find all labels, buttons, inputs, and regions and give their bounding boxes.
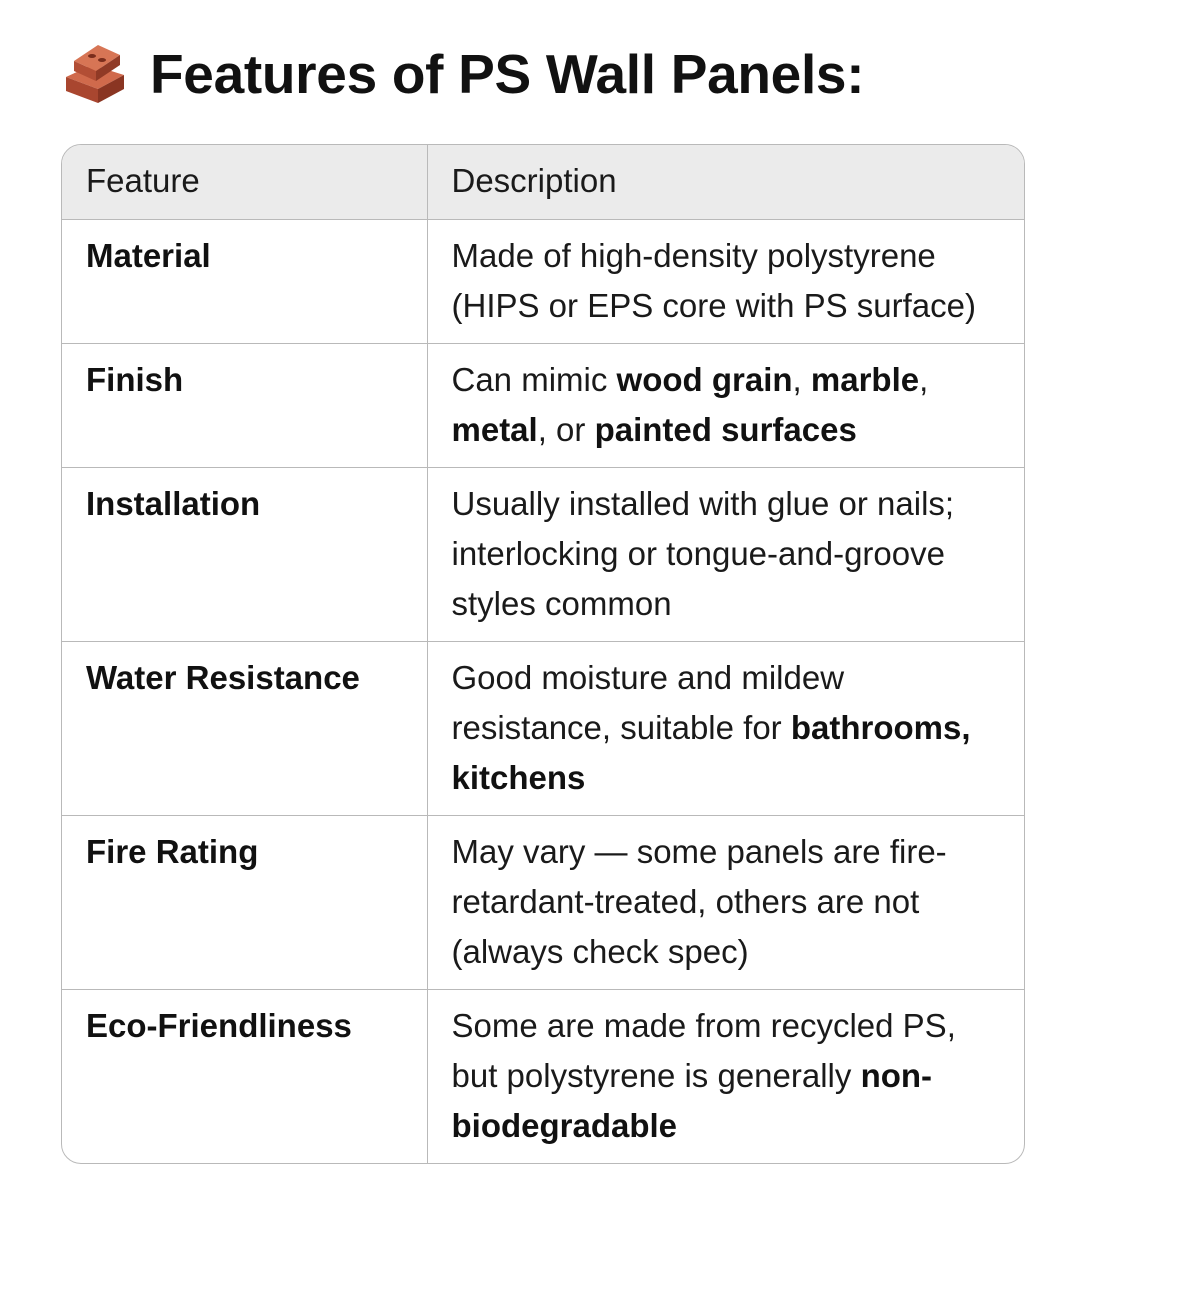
table-row bbox=[62, 816, 1024, 990]
feature-cell: Water Resistance bbox=[62, 642, 427, 816]
description-text: Some are made from recycled PS, but polystyrene is generally bbox=[451, 1007, 956, 1094]
description-cell bbox=[427, 642, 1024, 816]
table-row bbox=[62, 468, 1024, 642]
description-text: , bbox=[919, 361, 929, 398]
table-header-row bbox=[62, 145, 1024, 220]
description-emphasis: bathrooms, kitchens bbox=[451, 709, 971, 796]
description-emphasis: painted surfaces bbox=[594, 411, 857, 448]
page-title: Features of PS Wall Panels: bbox=[150, 43, 865, 105]
description-cell bbox=[427, 468, 1024, 642]
brick-icon bbox=[62, 41, 128, 107]
column-header-description: Description bbox=[427, 145, 1024, 220]
feature-cell: Material bbox=[62, 220, 427, 344]
description-cell bbox=[427, 816, 1024, 990]
table-row bbox=[62, 220, 1024, 344]
description-text: , or bbox=[537, 411, 595, 448]
feature-cell: Installation bbox=[62, 468, 427, 642]
feature-cell: Eco-Friendliness bbox=[62, 990, 427, 1164]
table-row bbox=[62, 344, 1024, 468]
description-text: Good moisture and mildew resistance, suitable for bbox=[451, 659, 845, 746]
description-cell bbox=[427, 990, 1024, 1164]
description-text: Can mimic bbox=[451, 361, 617, 398]
description-text: May vary — some panels are fire-retardant-treated, others are not (always check spec) bbox=[451, 833, 947, 970]
description-emphasis: wood grain bbox=[616, 361, 793, 398]
feature-cell: Finish bbox=[62, 344, 427, 468]
description-emphasis: metal bbox=[451, 411, 538, 448]
description-cell bbox=[427, 344, 1024, 468]
table-row bbox=[62, 642, 1024, 816]
description-emphasis: non-biodegradable bbox=[451, 1057, 933, 1144]
description-cell bbox=[427, 220, 1024, 344]
description-emphasis: marble bbox=[810, 361, 920, 398]
features-table bbox=[61, 144, 1025, 1164]
description-text: , bbox=[792, 361, 811, 398]
page-heading bbox=[62, 36, 864, 112]
column-header-feature: Feature bbox=[62, 145, 427, 220]
feature-cell: Fire Rating bbox=[62, 816, 427, 990]
table-row bbox=[62, 990, 1024, 1164]
description-text: Made of high-density polystyrene (HIPS or EPS core with PS surface) bbox=[451, 237, 977, 324]
description-text: Usually installed with glue or nails; interlocking or tongue-and-groove styles common bbox=[451, 485, 955, 622]
